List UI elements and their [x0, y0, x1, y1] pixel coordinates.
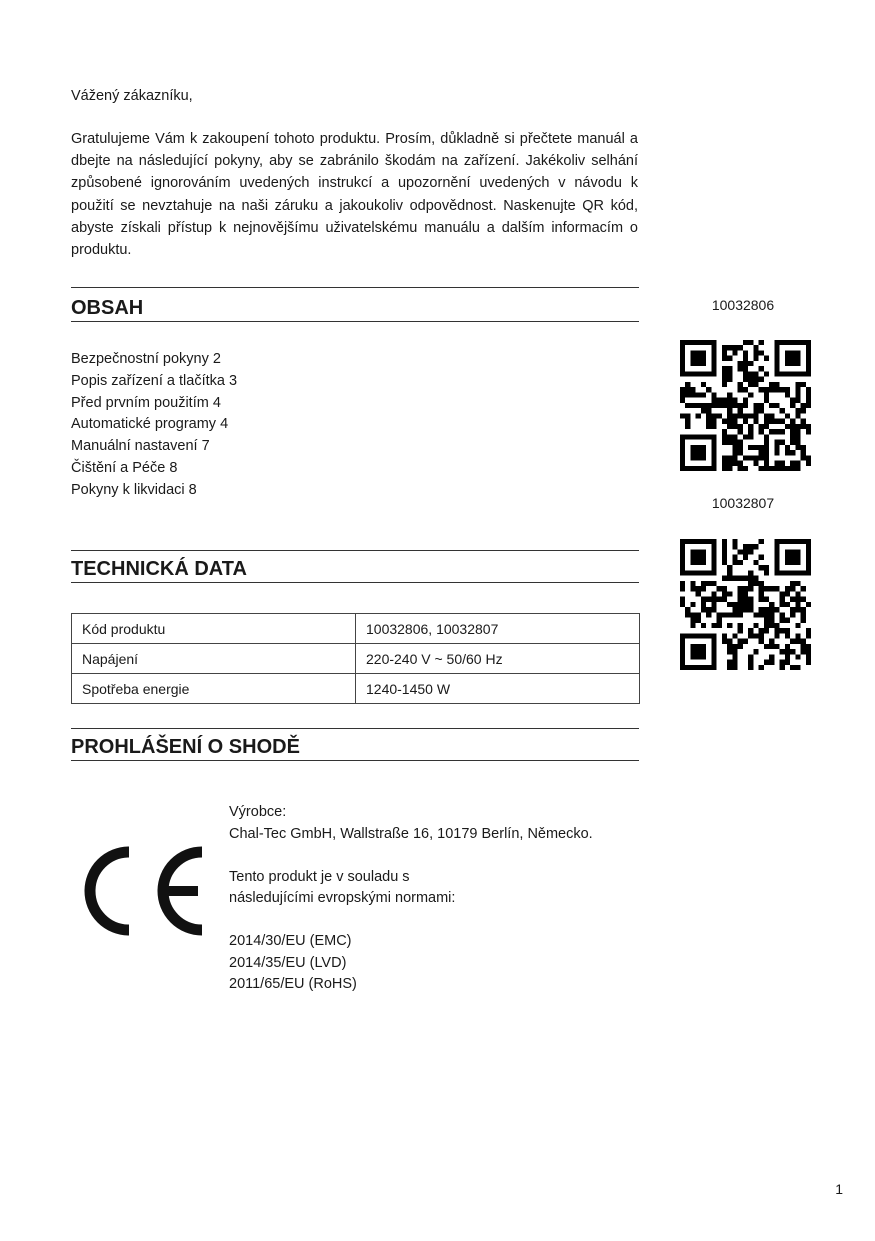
toc-item[interactable]: Pokyny k likvidaci 8: [71, 481, 197, 498]
section-rule: [71, 550, 639, 551]
norm-item: 2014/30/EU (EMC): [229, 933, 352, 949]
toc-item[interactable]: Automatické programy 4: [71, 416, 229, 433]
manufacturer-label: Výrobce:: [229, 804, 287, 820]
intro-paragraph: Gratulujeme Vám k zakoupení tohoto produktu. Prosím, důkladně si přečtete manuál a dbejte na následující pokyny, aby se zabránilo škodám na zařízení. Jakékoliv selhání způsobené ignorováním uvedených instrukcí a upozornění uvedených v návodu k použití se nevztahuje na naši záruku a jakoukoliv odpovědnost. Naskenujte QR kód, abyste získali přístup k nejnovějšímu uživatelskému manuálu a dalším informacím o produktu.: [71, 131, 638, 259]
conformity-line: Tento produkt je v souladu s: [229, 868, 410, 885]
table-row: [72, 674, 640, 704]
tech-data-table: [71, 613, 640, 704]
toc-item[interactable]: Před prvním použitím 4: [71, 394, 221, 411]
table-cell-label: Kód produktu: [72, 614, 356, 644]
table-cell-value: 1240-1450 W: [356, 674, 640, 704]
toc-item[interactable]: Čištění a Péče 8: [71, 459, 178, 476]
manufacturer-address: Chal-Tec GmbH, Wallstraße 16, 10179 Berlín, Německo.: [229, 825, 593, 842]
table-cell-label: Spotřeba energie: [72, 674, 356, 704]
table-cell-value: 220-240 V ~ 50/60 Hz: [356, 644, 640, 674]
qr-code-icon[interactable]: [680, 539, 811, 670]
section-rule: [71, 287, 639, 288]
norm-item: 2014/35/EU (LVD): [229, 954, 347, 971]
ce-mark-icon: [80, 845, 210, 937]
section-title-declaration: PROHLÁŠENÍ O SHODĚ: [71, 734, 639, 761]
table-row: [72, 614, 640, 644]
qr-code-icon[interactable]: [680, 340, 811, 471]
declaration-text: [229, 802, 593, 996]
toc-item[interactable]: Popis zařízení a tlačítka 3: [71, 372, 238, 389]
section-title-tech: TECHNICKÁ DATA: [71, 556, 639, 583]
qr-label: 10032806: [711, 297, 775, 313]
toc-item[interactable]: Manuální nastavení 7: [71, 438, 210, 455]
table-cell-value: 10032806, 10032807: [356, 614, 640, 644]
page-number: 1: [835, 1181, 843, 1197]
section-title-toc: OBSAH: [71, 295, 639, 322]
toc-item[interactable]: Bezpečnostní pokyny 2: [71, 351, 221, 367]
salutation: Vážený zákazníku,: [71, 88, 193, 104]
table-of-contents: [71, 349, 237, 502]
norm-item: 2011/65/EU (RoHS): [229, 976, 357, 992]
section-rule: [71, 728, 639, 729]
qr-label: 10032807: [711, 495, 775, 511]
table-row: [72, 644, 640, 674]
conformity-line: následujícími evropskými normami:: [229, 890, 456, 906]
table-cell-label: Napájení: [72, 644, 356, 674]
